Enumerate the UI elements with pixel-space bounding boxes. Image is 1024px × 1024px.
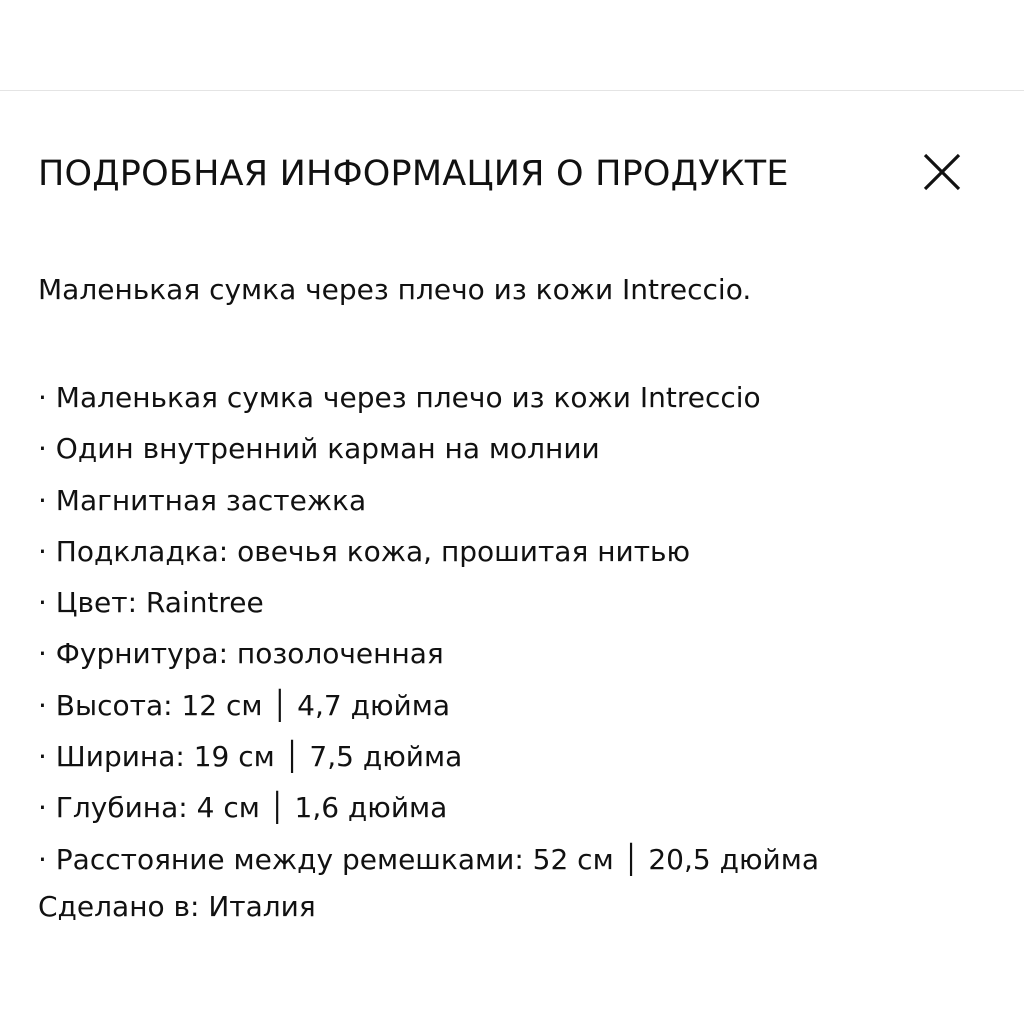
feature-list bbox=[38, 372, 819, 885]
feature-item: · Подкладка: овечья кожа, прошитая нитью bbox=[38, 534, 691, 568]
top-divider bbox=[0, 90, 1024, 91]
feature-item: · Магнитная застежка bbox=[38, 483, 367, 517]
feature-item: · Ширина: 19 см │ 7,5 дюйма bbox=[38, 740, 463, 774]
feature-item: · Маленькая сумка через плечо из кожи Intreccio bbox=[38, 381, 761, 414]
feature-item: · Высота: 12 см │ 4,7 дюйма bbox=[38, 688, 450, 722]
close-button[interactable] bbox=[918, 148, 966, 196]
feature-item: · Цвет: Raintree bbox=[38, 586, 264, 620]
feature-item: · Глубина: 4 см │ 1,6 дюйма bbox=[38, 791, 448, 825]
panel-title: ПОДРОБНАЯ ИНФОРМАЦИЯ О ПРОДУКТЕ bbox=[38, 154, 789, 194]
feature-item: · Расстояние между ремешками: 52 см │ 20,5 дюйма bbox=[38, 842, 820, 876]
product-description: Маленькая сумка через плечо из кожи Intreccio. bbox=[38, 273, 752, 306]
feature-item: · Фурнитура: позолоченная bbox=[38, 637, 444, 671]
feature-item: · Один внутренний карман на молнии bbox=[38, 432, 600, 466]
close-icon bbox=[918, 148, 966, 196]
made-in: Сделано в: Италия bbox=[38, 890, 316, 923]
